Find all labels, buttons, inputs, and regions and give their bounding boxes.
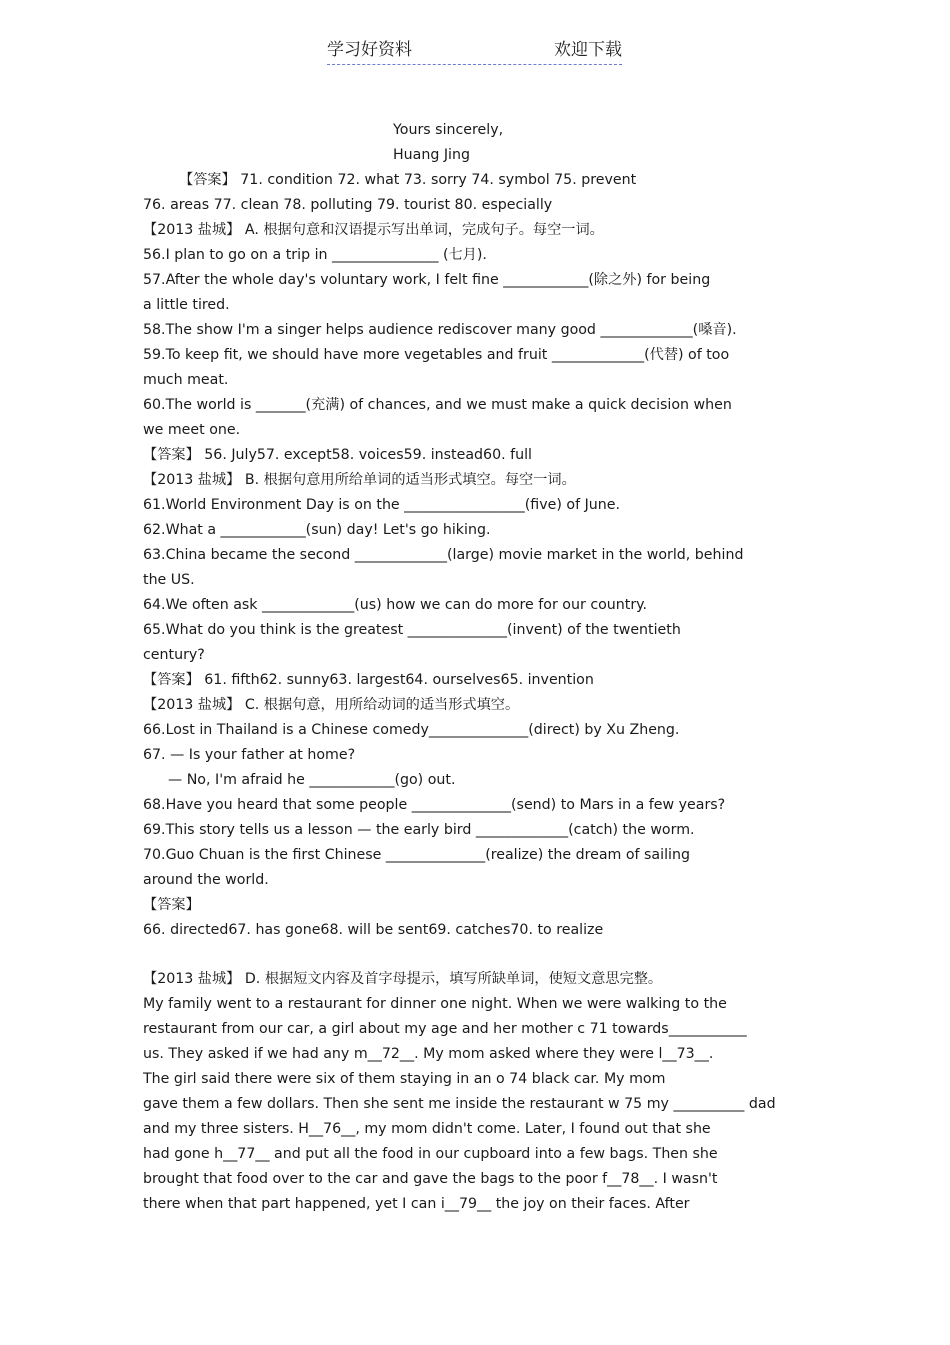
- question-line: 63.China became the second _____________(large) movie market in the world, behind: [143, 547, 744, 563]
- question-line: 65.What do you think is the greatest ______________(invent) of the twentieth: [143, 622, 681, 638]
- question-line: 70.Guo Chuan is the first Chinese ______________(realize) the dream of sailing: [143, 847, 690, 863]
- passage-line: My family went to a restaurant for dinner one night. When we were walking to the: [143, 996, 727, 1012]
- section-heading: 【2013 盐城】 D. 根据短文内容及首字母提示，填写所缺单词，使短文意思完整。: [143, 971, 663, 987]
- passage-line: and my three sisters. H__76__, my mom didn't come. Later, I found out that she: [143, 1121, 711, 1137]
- question-line: around the world.: [143, 872, 269, 888]
- question-line: 69.This story tells us a lesson — the early bird _____________(catch) the worm.: [143, 822, 695, 838]
- header-left-text: 学习好资料: [327, 40, 412, 60]
- passage-line: brought that food over to the car and gave the bags to the poor f__78__. I wasn't: [143, 1171, 718, 1187]
- closing-line: Yours sincerely,: [393, 122, 504, 138]
- question-line: 60.The world is _______(充满) of chances, and we must make a quick decision when: [143, 397, 732, 413]
- question-line: 67. — Is your father at home?: [143, 747, 356, 763]
- section-heading: 【2013 盐城】 C. 根据句意，用所给动词的适当形式填空。: [143, 697, 520, 713]
- question-line: 56.I plan to go on a trip in _______________ (七月).: [143, 247, 487, 263]
- question-line: 57.After the whole day's voluntary work, I felt fine ____________(除之外) for being: [143, 272, 711, 288]
- passage-line: gave them a few dollars. Then she sent me inside the restaurant w 75 my __________ dad: [143, 1096, 776, 1112]
- section-heading: 【2013 盐城】 A. 根据句意和汉语提示写出单词，完成句子。每空一词。: [143, 222, 604, 238]
- passage-line: there when that part happened, yet I can i__79__ the joy on their faces. After: [143, 1196, 690, 1212]
- passage-line: us. They asked if we had any m__72__. My mom asked where they were l__73__.: [143, 1046, 714, 1062]
- spacer: [143, 943, 807, 967]
- answer-line: 【答案】 71. condition 72. what 73. sorry 74. symbol 75. prevent: [179, 172, 637, 188]
- question-line: 62.What a ____________(sun) day! Let's go hiking.: [143, 522, 491, 538]
- question-line: — No, I'm afraid he ____________(go) out.: [168, 772, 456, 788]
- answer-line: 76. areas 77. clean 78. polluting 79. tourist 80. especially: [143, 197, 553, 213]
- header-right-text: 欢迎下载: [554, 40, 622, 60]
- answer-line: 【答案】 56. July57. except58. voices59. instead60. full: [143, 447, 532, 463]
- answer-label: 【答案】: [143, 897, 200, 913]
- passage-line: restaurant from our car, a girl about my age and her mother c 71 towards___________: [143, 1021, 747, 1037]
- question-line: a little tired.: [143, 297, 230, 313]
- question-line: 58.The show I'm a singer helps audience rediscover many good _____________(嗓音).: [143, 322, 737, 338]
- question-line: much meat.: [143, 372, 229, 388]
- question-line: 59.To keep fit, we should have more vegetables and fruit _____________(代替) of too: [143, 347, 730, 363]
- question-line: century?: [143, 647, 205, 663]
- question-line: 64.We often ask _____________(us) how we can do more for our country.: [143, 597, 648, 613]
- signature-line: Huang Jing: [393, 147, 470, 163]
- page-header: [327, 38, 622, 65]
- question-line: the US.: [143, 572, 195, 588]
- section-heading: 【2013 盐城】 B. 根据句意用所给单词的适当形式填空。每空一词。: [143, 472, 576, 488]
- answer-line: 【答案】 61. fifth62. sunny63. largest64. ourselves65. invention: [143, 672, 594, 688]
- answer-line: 66. directed67. has gone68. will be sent69. catches70. to realize: [143, 922, 604, 938]
- question-line: we meet one.: [143, 422, 241, 438]
- passage-line: The girl said there were six of them staying in an o 74 black car. My mom: [143, 1071, 666, 1087]
- passage-line: had gone h__77__ and put all the food in our cupboard into a few bags. Then she: [143, 1146, 718, 1162]
- question-line: 68.Have you heard that some people ______________(send) to Mars in a few years?: [143, 797, 726, 813]
- question-line: 66.Lost in Thailand is a Chinese comedy______________(direct) by Xu Zheng.: [143, 722, 680, 738]
- question-line: 61.World Environment Day is on the _________________(five) of June.: [143, 497, 620, 513]
- document-body: [143, 118, 807, 1217]
